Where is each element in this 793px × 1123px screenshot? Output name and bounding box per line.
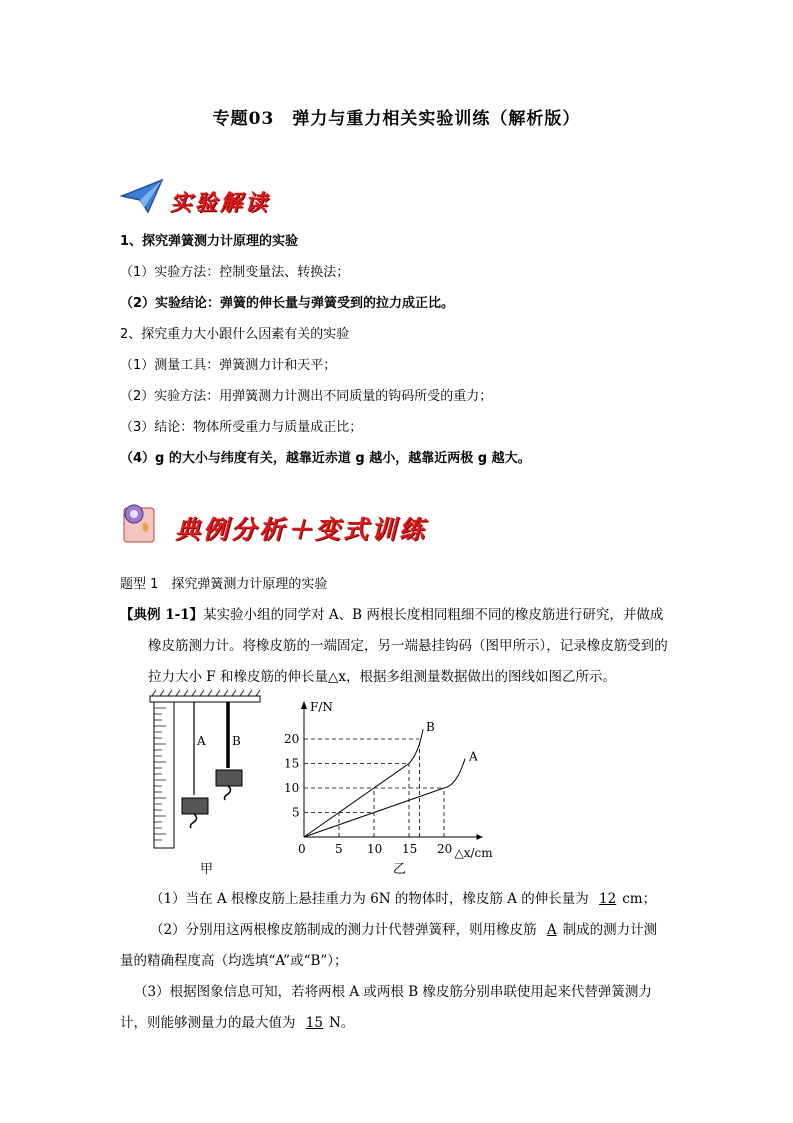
y-axis-arrow bbox=[301, 701, 307, 709]
question3-cont bbox=[120, 1011, 354, 1031]
paper-plane-icon bbox=[120, 178, 164, 218]
series-b-label: B bbox=[426, 720, 435, 735]
force-extension-chart bbox=[280, 695, 510, 874]
y-tick-label: 15 bbox=[284, 756, 300, 771]
section-banner-examples: 典例分析＋变式训练 bbox=[175, 515, 428, 544]
x-axis-label: △x/cm bbox=[454, 846, 493, 860]
scroll-icon bbox=[118, 500, 162, 550]
question1 bbox=[150, 887, 656, 907]
y-tick-label: 20 bbox=[284, 732, 300, 746]
question2-cont: 量的精确程度高（均选填“A”或“B”）； bbox=[120, 953, 348, 969]
q2-text2: 制成的测力计测 bbox=[562, 922, 658, 938]
series-b-line bbox=[304, 729, 423, 837]
topic-heading: 题型 1 探究弹簧测力计原理的实验 bbox=[120, 577, 328, 592]
q3-text: 计，则能够测量力的最大值为 bbox=[120, 1015, 296, 1031]
x-tick-label: 20 bbox=[437, 842, 453, 856]
section2-line2: （2）实验方法：用弹簧测力计测出不同质量的钩码所受的重力； bbox=[120, 389, 493, 404]
q1-answer: 12 bbox=[599, 891, 617, 907]
question2 bbox=[150, 918, 657, 938]
section1-line2: （2）实验结论：弹簧的伸长量与弹簧受到的拉力成正比。 bbox=[120, 296, 455, 311]
q1-unit: cm； bbox=[622, 891, 657, 907]
apparatus-figure bbox=[140, 690, 270, 854]
section2-line1: （1）测量工具：弹簧测力计和天平； bbox=[120, 358, 337, 373]
question3: （3）根据图象信息可知，若将两根 A 或两根 B 橡皮筋分别串联使用起来代替弹簧测力 bbox=[134, 984, 652, 1000]
example-line3: 拉力大小 F 和橡皮筋的伸长量△x，根据多组测量数据做出的图线如图乙所示。 bbox=[148, 669, 616, 685]
q2-answer: A bbox=[546, 922, 557, 938]
section1-heading: 1、探究弹簧测力计原理的实验 bbox=[120, 234, 299, 249]
x-axis-arrow bbox=[477, 834, 483, 840]
band-a-label: A bbox=[197, 734, 206, 748]
x-tick-label: 0 bbox=[298, 842, 306, 856]
example-text1: 某实验小组的同学对 A、B 两根长度相同粗细不同的橡皮筋进行研究，并做成 bbox=[203, 607, 664, 623]
weight-b bbox=[216, 770, 242, 800]
section-banner-experiment: 实验解读 bbox=[170, 190, 271, 216]
series-a-label: A bbox=[469, 749, 478, 764]
band-b-label: B bbox=[232, 734, 241, 748]
series-a-line bbox=[304, 759, 465, 837]
y-axis-label: F/N bbox=[310, 700, 333, 714]
x-tick-label: 10 bbox=[367, 842, 383, 856]
page-title: 专题03 弹力与重力相关实验训练（解析版） bbox=[212, 109, 581, 129]
example-line2: 橡皮筋测力计。将橡皮筋的一端固定，另一端悬挂钩码（图甲所示），记录橡皮筋受到的 bbox=[148, 638, 668, 654]
example-line1 bbox=[120, 603, 663, 623]
x-tick-label: 5 bbox=[335, 842, 343, 856]
section2-heading: 2、探究重力大小跟什么因素有关的实验 bbox=[120, 327, 350, 342]
q3-unit: N。 bbox=[328, 1015, 355, 1031]
figure-jia-label: 甲 bbox=[200, 862, 214, 877]
section1-line1: （1）实验方法：控制变量法、转换法； bbox=[120, 265, 350, 280]
figure-yi-label: 乙 bbox=[393, 862, 407, 877]
y-tick-label: 5 bbox=[292, 805, 300, 820]
q3-answer: 15 bbox=[305, 1015, 323, 1031]
q2-text: （2）分别用这两根橡皮筋制成的测力计代替弹簧秤，则用橡皮筋 bbox=[150, 922, 537, 938]
y-tick-label: 10 bbox=[284, 781, 300, 795]
section2-line3: （3）结论：物体所受重力与质量成正比； bbox=[120, 420, 363, 435]
x-tick-label: 15 bbox=[402, 842, 418, 856]
weight-a bbox=[182, 798, 208, 828]
section2-line4: （4）g 的大小与纬度有关，越靠近赤道 g 越小，越靠近两极 g 越大。 bbox=[120, 451, 531, 466]
example-tag: 【典例 1-1】 bbox=[120, 607, 204, 623]
q1-text: （1）当在 A 根橡皮筋上悬挂重力为 6N 的物体时，橡皮筋 A 的伸长量为 bbox=[150, 891, 589, 907]
